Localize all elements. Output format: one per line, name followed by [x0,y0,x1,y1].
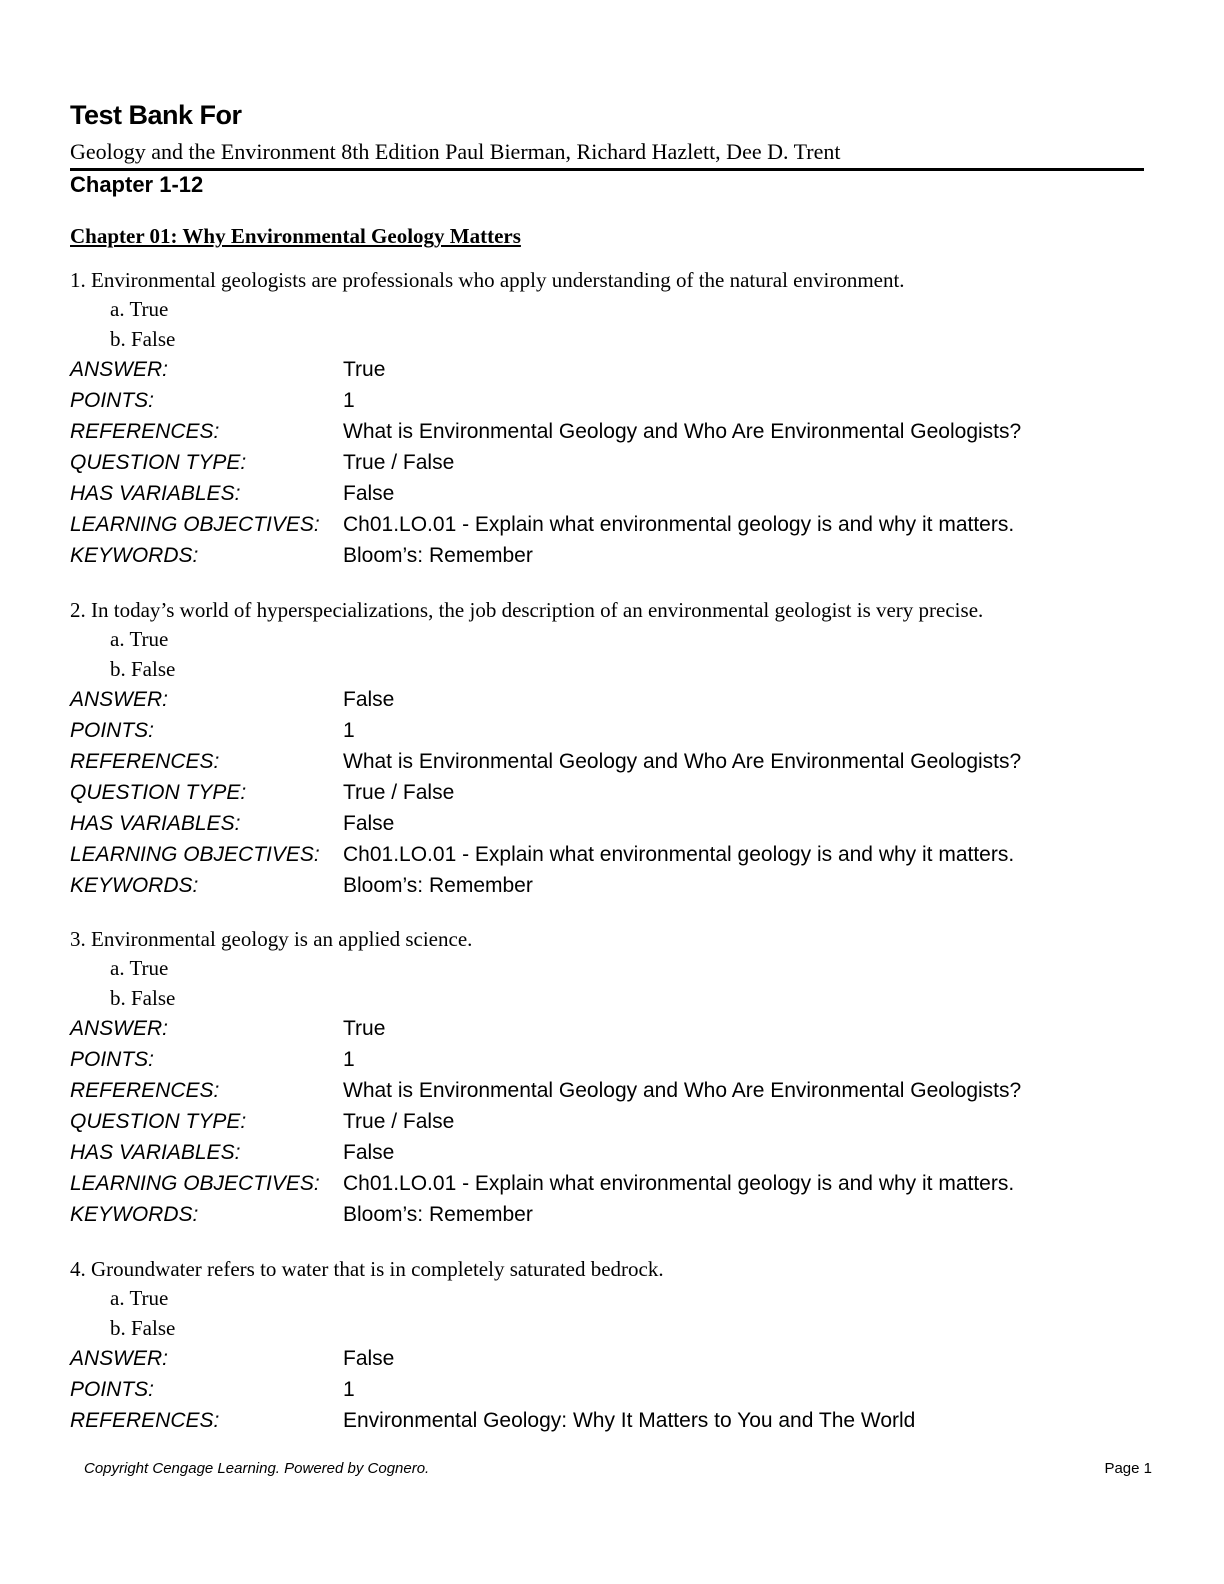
question-stem: 1. Environmental geologists are professionals who apply understanding of the natural environment. [70,268,905,292]
book-subtitle: Geology and the Environment 8th Edition Paul Bierman, Richard Hazlett, Dee D. Trent [70,139,841,164]
meta-value: False [343,812,395,835]
meta-label: POINTS: [70,719,155,742]
meta-row-learning-objectives [70,839,1150,870]
meta-value: False [343,688,395,711]
chapter-heading: Chapter 01: Why Environmental Geology Matters [70,224,521,248]
meta-label: KEYWORDS: [70,874,199,897]
meta-row-keywords [70,870,1150,901]
answer-option: a. True [110,297,169,321]
question-stem: 3. Environmental geology is an applied science. [70,927,473,951]
chapter-range: Chapter 1-12 [70,172,204,197]
meta-value: False [343,1141,395,1164]
meta-label: KEYWORDS: [70,544,199,567]
meta-row-has-variables [70,808,1150,839]
meta-label: QUESTION TYPE: [70,1110,247,1133]
meta-value: Bloom’s: Remember [343,1203,533,1226]
meta-label: REFERENCES: [70,750,220,773]
meta-label: LEARNING OBJECTIVES: [70,513,320,536]
meta-label: ANSWER: [70,688,169,711]
meta-value: What is Environmental Geology and Who Are Environmental Geologists? [343,1079,1022,1102]
meta-label: REFERENCES: [70,1079,220,1102]
meta-label: QUESTION TYPE: [70,781,247,804]
answer-option: b. False [110,1316,176,1340]
meta-value: False [343,1347,395,1370]
meta-value: Bloom’s: Remember [343,874,533,897]
document-title: Test Bank For [70,100,242,130]
meta-value: False [343,482,395,505]
meta-label: LEARNING OBJECTIVES: [70,843,320,866]
meta-value: Environmental Geology: Why It Matters to You and The World [343,1409,916,1432]
meta-value: True / False [343,781,455,804]
question-block [70,266,1150,571]
answer-option: a. True [110,1286,169,1310]
meta-label: POINTS: [70,1378,155,1401]
answer-option: a. True [110,627,169,651]
meta-value: Bloom’s: Remember [343,544,533,567]
meta-label: LEARNING OBJECTIVES: [70,1172,320,1195]
meta-value: 1 [343,1378,355,1401]
answer-option: b. False [110,986,176,1010]
meta-row-learning-objectives [70,509,1150,540]
meta-label: ANSWER: [70,1347,169,1370]
meta-row-question-type [70,777,1150,808]
meta-row-keywords [70,1199,1150,1230]
question-block [70,925,1150,1230]
answer-option: b. False [110,327,176,351]
meta-label: POINTS: [70,1048,155,1071]
meta-row-points [70,1374,1150,1405]
meta-row-points [70,1044,1150,1075]
meta-label: ANSWER: [70,358,169,381]
meta-value: True / False [343,1110,455,1133]
meta-value: True [343,1017,386,1040]
meta-row-references [70,746,1150,777]
footer-copyright: Copyright Cengage Learning. Powered by Cognero. [84,1460,430,1477]
meta-label: HAS VARIABLES: [70,1141,241,1164]
question-block [70,1255,1150,1436]
answer-option: a. True [110,956,169,980]
meta-value: Ch01.LO.01 - Explain what environmental geology is and why it matters. [343,843,1015,866]
meta-label: ANSWER: [70,1017,169,1040]
meta-row-references [70,416,1150,447]
meta-row-question-type [70,447,1150,478]
meta-row-references [70,1075,1150,1106]
meta-row-answer [70,1343,1150,1374]
meta-row-points [70,385,1150,416]
meta-value: 1 [343,389,355,412]
meta-label: REFERENCES: [70,420,220,443]
meta-row-points [70,715,1150,746]
meta-row-answer [70,1013,1150,1044]
meta-row-has-variables [70,1137,1150,1168]
answer-option: b. False [110,657,176,681]
meta-value: Ch01.LO.01 - Explain what environmental geology is and why it matters. [343,1172,1015,1195]
meta-row-answer [70,354,1150,385]
meta-row-question-type [70,1106,1150,1137]
meta-label: KEYWORDS: [70,1203,199,1226]
meta-value: 1 [343,719,355,742]
header-divider [70,168,1144,171]
meta-value: Ch01.LO.01 - Explain what environmental geology is and why it matters. [343,513,1015,536]
question-stem: 4. Groundwater refers to water that is in completely saturated bedrock. [70,1257,664,1281]
question-block [70,596,1150,901]
meta-value: What is Environmental Geology and Who Are Environmental Geologists? [343,420,1022,443]
page-number: Page 1 [1104,1460,1152,1477]
meta-label: HAS VARIABLES: [70,812,241,835]
meta-row-references [70,1405,1150,1436]
meta-row-answer [70,684,1150,715]
meta-row-learning-objectives [70,1168,1150,1199]
meta-value: True / False [343,451,455,474]
meta-value: 1 [343,1048,355,1071]
meta-label: POINTS: [70,389,155,412]
meta-label: REFERENCES: [70,1409,220,1432]
meta-value: What is Environmental Geology and Who Are Environmental Geologists? [343,750,1022,773]
meta-value: True [343,358,386,381]
question-stem: 2. In today’s world of hyperspecializations, the job description of an environmental geologist is very precise. [70,598,984,622]
meta-row-keywords [70,540,1150,571]
meta-label: QUESTION TYPE: [70,451,247,474]
meta-label: HAS VARIABLES: [70,482,241,505]
meta-row-has-variables [70,478,1150,509]
